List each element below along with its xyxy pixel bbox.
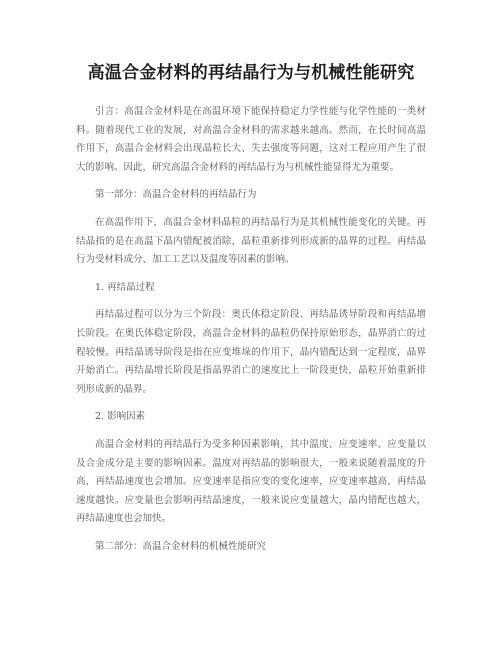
intro-paragraph: 引言：高温合金材料是在高温环境下能保持稳定力学性能与化学性能的一类材料。随着现代工业的发展，对高温合金材料的需求越来越高。然而，在长时间高温作用下，高温合金材料会出现晶粒长大、失去强度等问题，这对工程应用产生了很大的影响。因此，研究高温合金材料的再结晶行为与机械性能显得尤为重要。: [76, 106, 426, 173]
section1-paragraph: 再结晶过程可以分为三个阶段：奥氏体稳定阶段、再结晶诱导阶段和再结晶增长阶段。在奥氏体稳定阶段，高温合金材料的晶粒仍保持原始形态，晶界消亡的过程较慢。再结晶诱导阶段是指在应变堆垛的作用下，晶内错配达到一定程度，晶界开始消亡。再结晶增长阶段是指晶界消亡的速度比上一阶段更快，晶粒开始重新排列形成新的晶界。: [76, 309, 426, 395]
section2-heading: 2. 影响因素: [95, 411, 146, 423]
section1-heading: 1. 再结晶过程: [95, 281, 155, 293]
document-title: 高温合金材料的再结晶行为与机械性能研究: [87, 63, 415, 83]
part1-heading: 第一部分：高温合金材料的再结晶行为: [95, 189, 257, 201]
section2-paragraph: 高温合金材料的再结晶行为受多种因素影响，其中温度、应变速率、应变量以及合金成分是主要的影响因素。温度对再结晶的影响很大，一般来说随着温度的升高，再结晶速度也会增加。应变速率是指应变的变化速率，应变速率越高，再结晶速度越快。应变量也会影响再结晶速度，一般来说应变量越大，晶内错配也越大，再结晶速度也会加快。: [76, 438, 426, 525]
part2-heading: 第二部分：高温合金材料的机械性能研究: [95, 540, 267, 552]
part1-paragraph: 在高温作用下，高温合金材料晶粒的再结晶行为是其机械性能变化的关键。再结晶指的是在高温下晶内错配被消除，晶粒重新排列形成新的晶界的过程。再结晶行为受材料成分、加工工艺以及温度等因素的影响。: [76, 216, 426, 266]
